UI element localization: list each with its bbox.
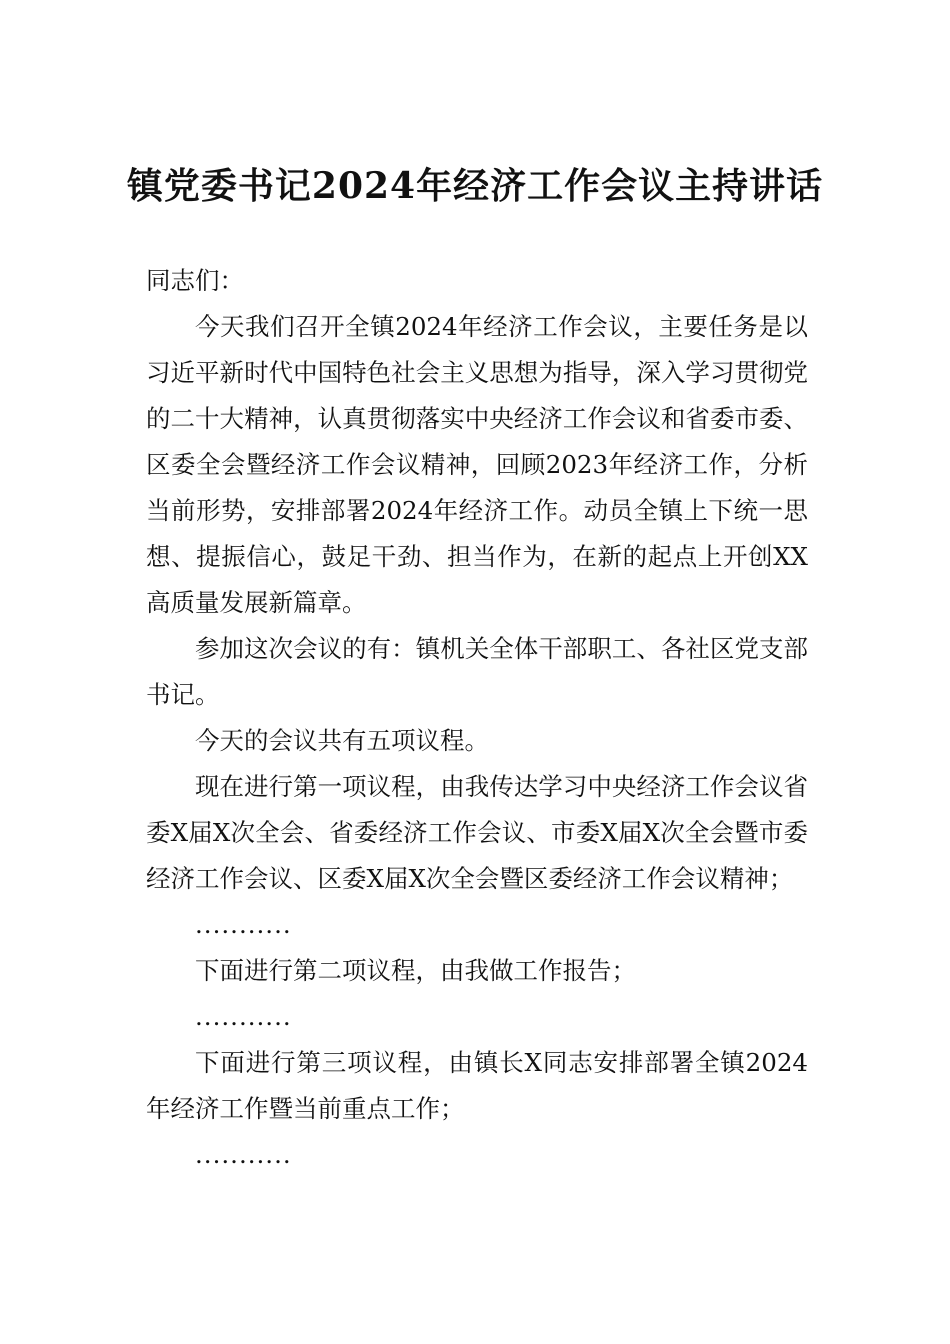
- paragraph-opening: 今天我们召开全镇2024年经济工作会议，主要任务是以习近平新时代中国特色社会主义思想为指导，深入学习贯彻党的二十大精神，认真贯彻落实中央经济工作会议和省委市委、区委全会暨经济工作会议精神，回顾2023年经济工作，分析当前形势，安排部署2024年经济工作。动员全镇上下统一思想、提振信心，鼓足干劲、担当作为，在新的起点上开创XX高质量发展新篇章。: [146, 312, 808, 617]
- ellipsis-2: ...........: [195, 1002, 292, 1031]
- paragraph-agenda-item-2: 下面进行第二项议程，由我做工作报告；: [195, 956, 636, 985]
- document-body: [146, 258, 808, 1178]
- paragraph-attendees: 参加这次会议的有：镇机关全体干部职工、各社区党支部书记。: [146, 634, 808, 709]
- paragraph-agenda-count: 今天的会议共有五项议程。: [195, 726, 489, 755]
- salutation: 同志们：: [146, 266, 244, 295]
- paragraph-agenda-item-3: 下面进行第三项议程，由镇长X同志安排部署全镇2024年经济工作暨当前重点工作；: [146, 1048, 808, 1123]
- document-title: 镇党委书记2024年经济工作会议主持讲话: [126, 165, 824, 207]
- ellipsis-3: ...........: [195, 1140, 292, 1169]
- ellipsis-1: ...........: [195, 910, 292, 939]
- paragraph-agenda-item-1: 现在进行第一项议程，由我传达学习中央经济工作会议省委X届X次全会、省委经济工作会议、市委X届X次全会暨市委经济工作会议、区委X届X次全会暨区委经济工作会议精神；: [146, 772, 808, 893]
